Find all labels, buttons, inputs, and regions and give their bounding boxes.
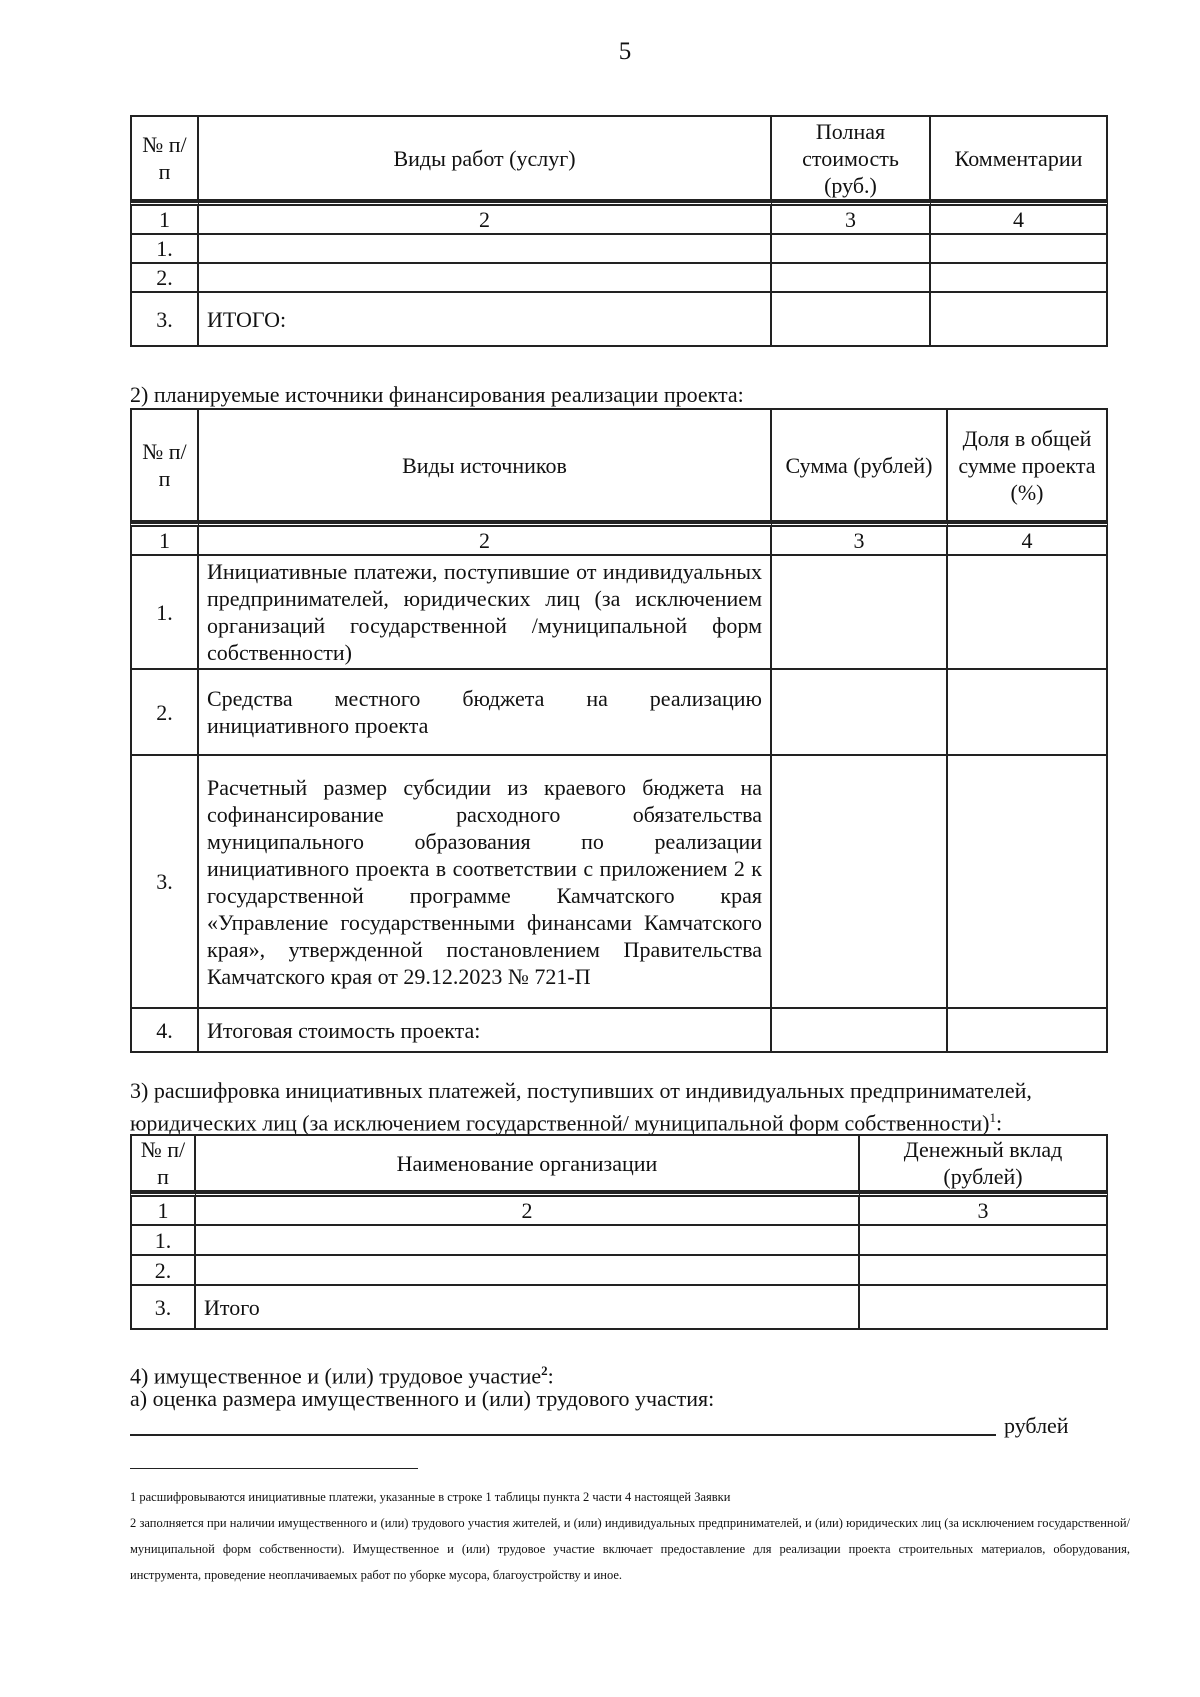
organization-name-cell: Итого [196, 1286, 860, 1330]
header-cell-full-cost: Полная стоимость (руб.) [772, 115, 931, 201]
source-name-cell: Инициативные платежи, поступившие от индивидуальных предпринимателей, юридических лиц (за исключением организаций государственной /муниципальной форм собственности) [199, 556, 772, 670]
row-number: 3. [130, 1286, 196, 1330]
footnote-1: 1 расшифровываются инициативные платежи, указанные в строке 1 таблицы пункта 2 части 4 настоящей Заявки [130, 1490, 731, 1504]
column-number-cell: 3 [772, 201, 931, 235]
organization-name-cell [196, 1256, 860, 1286]
column-number-cell: 2 [199, 522, 772, 556]
table-row [130, 556, 1108, 670]
share-cell [948, 556, 1108, 670]
source-name-cell: Средства местного бюджета на реализацию инициативного проекта [199, 670, 772, 756]
row-number: 3. [130, 756, 199, 1009]
unit-label: рублей [1004, 1413, 1069, 1438]
column-number-cell: 1 [130, 1192, 196, 1226]
header-cell-comments: Комментарии [931, 115, 1108, 201]
page-number: 5 [618, 38, 632, 65]
column-number-cell: 2 [196, 1192, 860, 1226]
section-4-heading: 4) имущественное и (или) трудовое участие$^2$: [130, 1363, 554, 1389]
header-cell-number: № п/п [130, 408, 199, 522]
contribution-cell [860, 1286, 1108, 1330]
section-2-heading: 2) планируемые источники финансирования реализации проекта: [130, 382, 744, 407]
cost-cell [772, 264, 931, 293]
row-number: 4. [130, 1009, 199, 1053]
section-3-heading-line-1: 3) расшифровка инициативных платежей, поступивших от индивидуальных предпринимателей, [130, 1078, 1032, 1103]
table-row [130, 1256, 1108, 1286]
amount-fill-line [130, 1434, 996, 1436]
amount-cell [772, 756, 948, 1009]
column-number-cell: 2 [199, 201, 772, 235]
initiative-payments-table [130, 1134, 1108, 1330]
row-number: 1. [130, 1226, 196, 1256]
footnote-ref-2: 2 [541, 1363, 548, 1378]
share-cell [948, 1009, 1108, 1053]
header-cell-organization: Наименование организации [196, 1134, 860, 1192]
comment-cell [931, 293, 1108, 347]
footnotes [130, 1484, 1130, 1588]
work-name-cell [199, 235, 772, 264]
header-cell-number: № п/п [130, 115, 199, 201]
header-cell-share: Доля в общей сумме проекта (%) [948, 408, 1108, 522]
table-row [130, 670, 1108, 756]
table-row [130, 1226, 1108, 1256]
amount-cell [772, 1009, 948, 1053]
table-row [130, 1286, 1108, 1330]
contribution-cell [860, 1256, 1108, 1286]
comment-cell [931, 235, 1108, 264]
footnote-2: 2 заполняется при наличии имущественного и (или) трудового участия жителей, и (или) индивидуальных предпринимателей, и (или) юридических лиц (за исключением государственной/муниципальной форм собственности). Имущественное и (или) трудовое участие включает предоставление для реализации проекта строительных материалов, оборудования, инструмента, проведение неоплачиваемых работ по уборке мусора, благоустройству и иное. [130, 1516, 1130, 1582]
contribution-cell [860, 1226, 1108, 1256]
table-row [130, 293, 1108, 347]
section-3-heading [130, 1077, 1032, 1136]
column-number-cell: 1 [130, 201, 199, 235]
header-cell-contribution: Денежный вклад (рублей) [860, 1134, 1108, 1192]
footnote-separator [130, 1468, 418, 1469]
header-cell-number: № п/п [130, 1134, 196, 1192]
column-number-cell: 4 [931, 201, 1108, 235]
cost-cell [772, 235, 931, 264]
amount-cell [772, 556, 948, 670]
row-number: 1. [130, 235, 199, 264]
share-cell [948, 756, 1108, 1009]
column-number-cell: 3 [772, 522, 948, 556]
source-name-cell: Расчетный размер субсидии из краевого бюджета на софинансирование расходного обязательства муниципального образования по реализации инициативного проекта в соответствии с приложением 2 к государственной программе Камчатского края «Управление государственными финансами Камчатского края», утвержденной постановлением Правительства Камчатского края от 29.12.2023 № 721-П [199, 756, 772, 1009]
row-number: 2. [130, 1256, 196, 1286]
table-row [130, 235, 1108, 264]
comment-cell [931, 264, 1108, 293]
row-number: 3. [130, 293, 199, 347]
header-cell-source-type: Виды источников [199, 408, 772, 522]
source-name-cell: Итоговая стоимость проекта: [199, 1009, 772, 1053]
share-cell [948, 670, 1108, 756]
funding-sources-table [130, 408, 1108, 1053]
table-row [130, 1009, 1108, 1053]
header-cell-work-type: Виды работ (услуг) [199, 115, 772, 201]
column-number-cell: 3 [860, 1192, 1108, 1226]
cost-cell [772, 293, 931, 347]
amount-cell [772, 670, 948, 756]
organization-name-cell [196, 1226, 860, 1256]
work-name-cell: ИТОГО: [199, 293, 772, 347]
section-4a-text: а) оценка размера имущественного и (или) трудового участия: [130, 1386, 715, 1411]
column-number-cell: 4 [948, 522, 1108, 556]
footnote-ref-1: 1 [989, 1110, 996, 1125]
section-3-heading-line-2: юридических лиц (за исключением государственной/ муниципальной форм собственности)$^1$: [130, 1110, 1003, 1136]
row-number: 1. [130, 556, 199, 670]
table-row [130, 264, 1108, 293]
column-number-cell: 1 [130, 522, 199, 556]
row-number: 2. [130, 264, 199, 293]
works-table [130, 115, 1108, 347]
work-name-cell [199, 264, 772, 293]
row-number: 2. [130, 670, 199, 756]
table-row [130, 756, 1108, 1009]
header-cell-amount: Сумма (рублей) [772, 408, 948, 522]
